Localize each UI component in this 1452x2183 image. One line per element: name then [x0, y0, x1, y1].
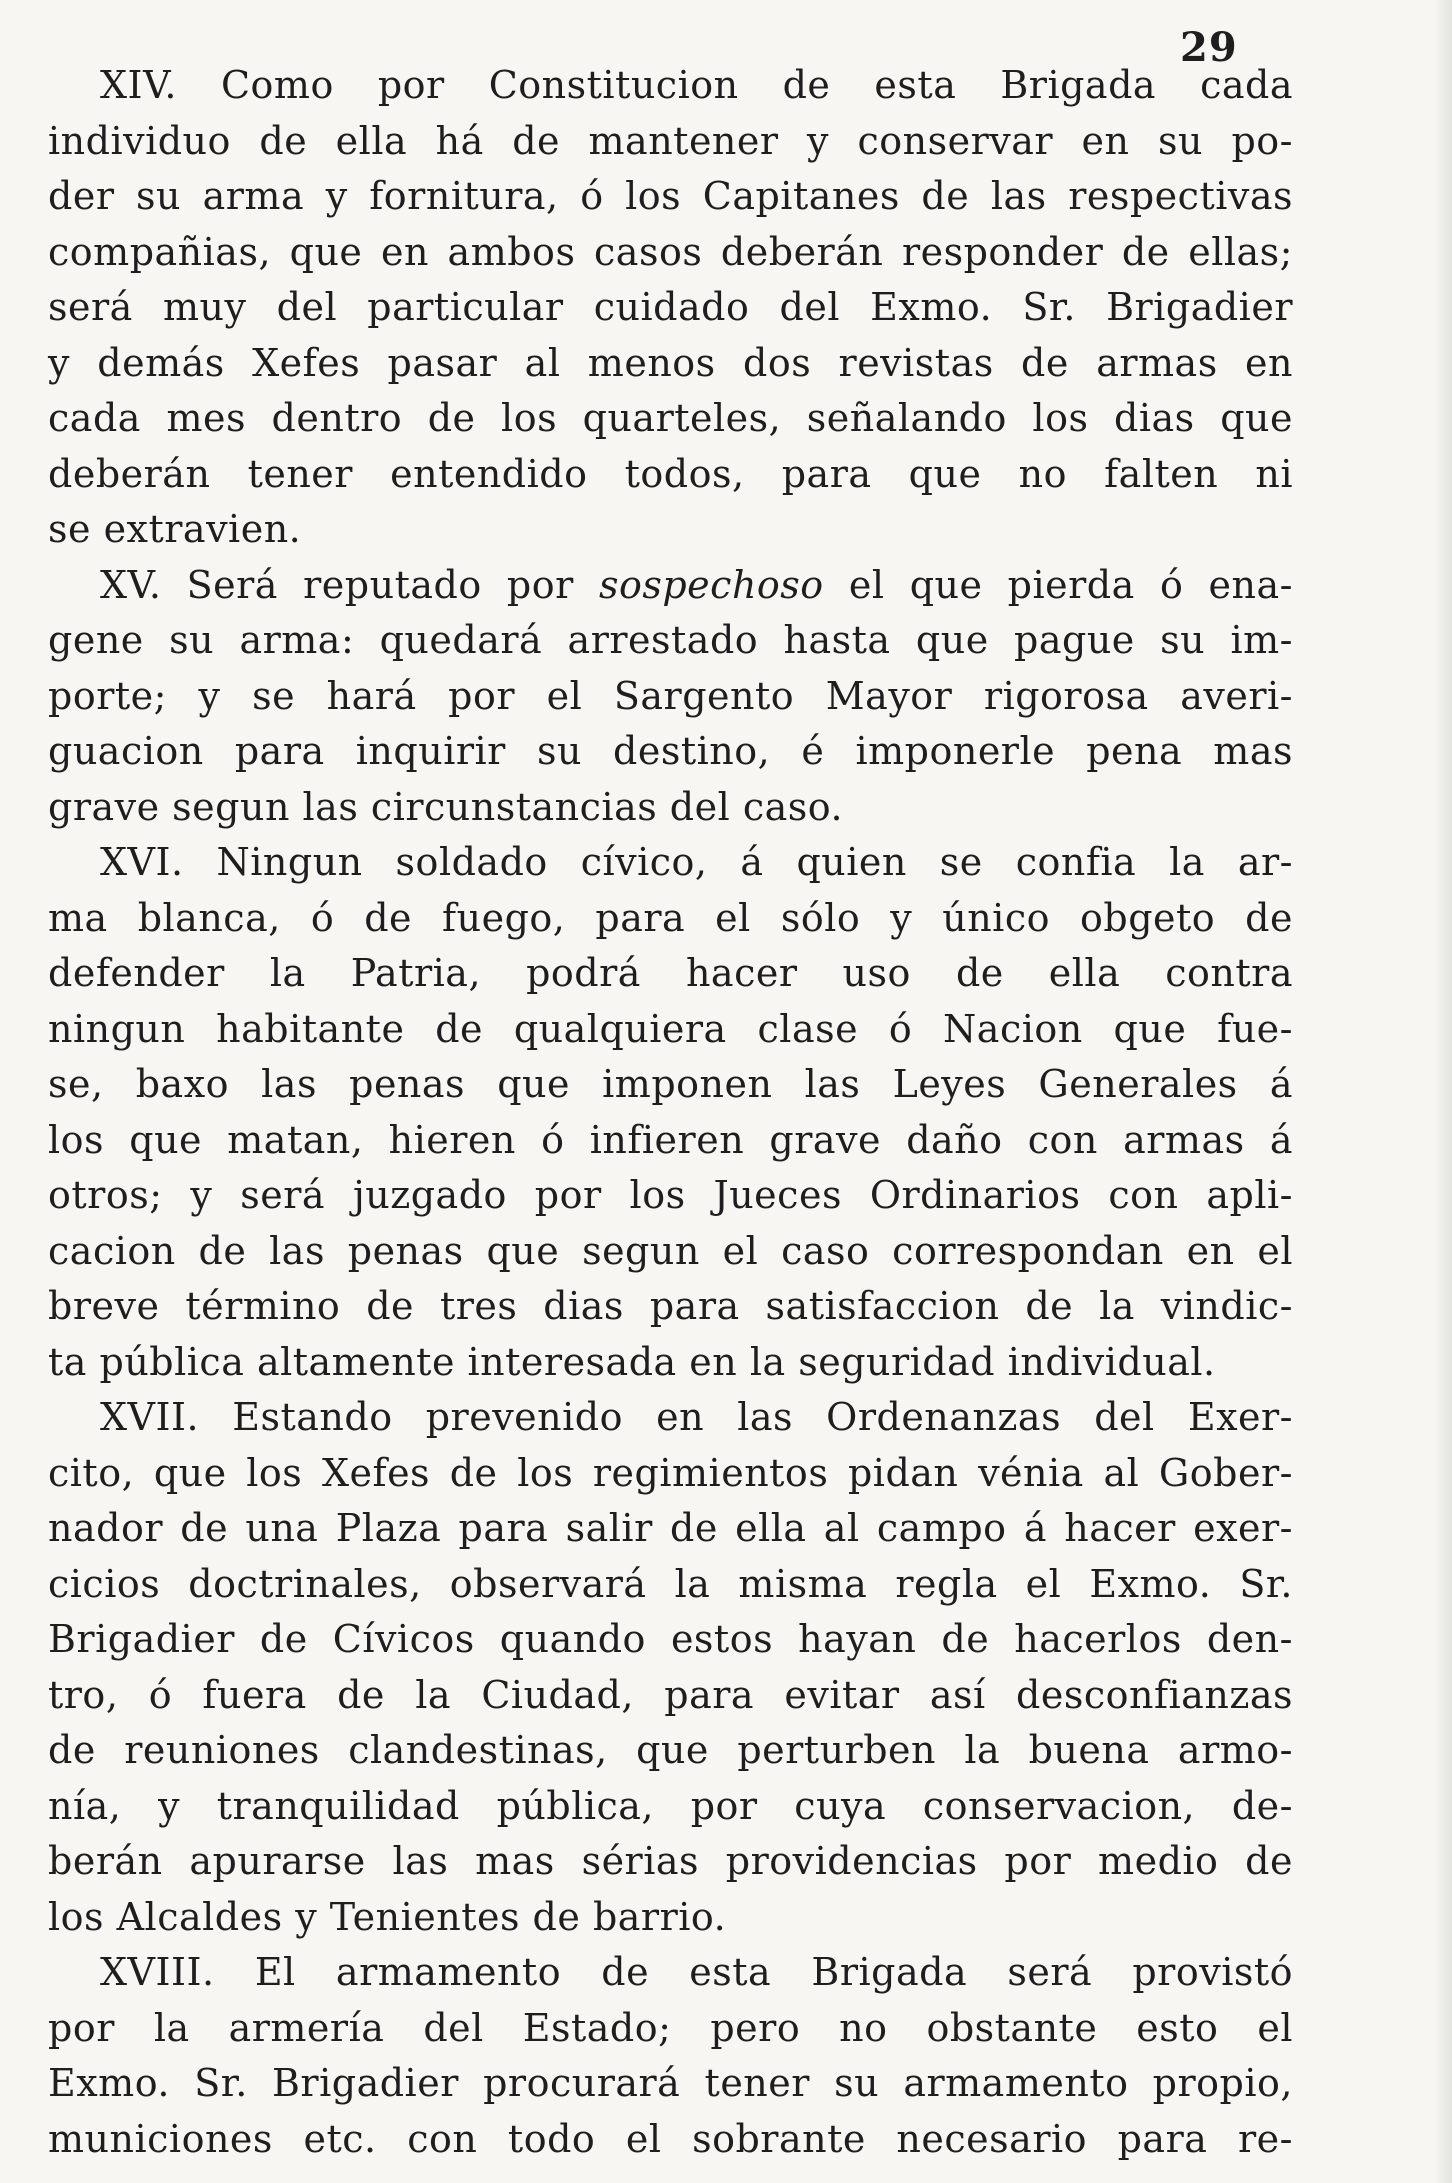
text-line: der su arma y fornitura, ó los Capitanes de las respectivas: [48, 174, 1293, 218]
text-line: se, baxo las penas que imponen las Leyes Generales á: [48, 1062, 1293, 1106]
text-line: y demás Xefes pasar al menos dos revistas de armas en: [48, 340, 1293, 385]
text-line: defender la Patria, podrá hacer uso de ella contra: [48, 951, 1293, 995]
text-line: individuo de ella há de mantener y conservar en su po-: [48, 118, 1293, 163]
text-line: XVII. Estando prevenido en las Ordenanzas del Exer-: [100, 1395, 1293, 1439]
text-line: se extravien.: [48, 507, 302, 551]
text-line: nía, y tranquilidad pública, por cuya conservacion, de-: [48, 1783, 1293, 1828]
text-line: nador de una Plaza para salir de ella al campo á hacer exer-: [48, 1506, 1293, 1550]
text-line: cito, que los Xefes de los regimientos pidan vénia al Gober-: [48, 1450, 1293, 1495]
text-line: de reuniones clandestinas, que perturben la buena armo-: [48, 1728, 1293, 1772]
text-line: tro, ó fuera de la Ciudad, para evitar así desconfianzas: [48, 1672, 1293, 1717]
text-line: los que matan, hieren ó infieren grave daño con armas á: [48, 1117, 1293, 1162]
text-line: ma blanca, ó de fuego, para el sólo y único obgeto de: [48, 895, 1293, 940]
text-line: porte; y se hará por el Sargento Mayor rigorosa averi-: [48, 673, 1293, 718]
text-line: grave segun las circunstancias del caso.: [48, 784, 844, 829]
body-text: [48, 58, 1293, 2167]
text-line: cicios doctrinales, observará la misma regla el Exmo. Sr.: [48, 1561, 1293, 1606]
text-line: XVIII. El armamento de esta Brigada será provistó: [100, 1950, 1293, 1994]
text-line: por la armería del Estado; pero no obstante esto el: [48, 2005, 1293, 2050]
page-edge-shadow: [1434, 0, 1452, 2183]
italic-word: sospechoso: [598, 562, 824, 607]
text-line: cacion de las penas que segun el caso correspondan en el: [48, 1228, 1293, 1273]
text-line: ta pública altamente interesada en la seguridad individual.: [48, 1339, 1216, 1384]
text-line: deberán tener entendido todos, para que no falten ni: [48, 451, 1293, 496]
text-line: municiones etc. con todo el sobrante necesario para re-: [48, 2116, 1293, 2161]
text-line: Exmo. Sr. Brigadier procurará tener su armamento propio,: [48, 2061, 1293, 2105]
page-number: 29: [1180, 24, 1238, 71]
text-line: breve término de tres dias para satisfaccion de la vindic-: [48, 1284, 1293, 1328]
text-line: compañias, que en ambos casos deberán responder de ellas;: [48, 229, 1293, 274]
text-line: ningun habitante de qualquiera clase ó Nacion que fue-: [48, 1006, 1293, 1051]
text-line: XVI. Ningun soldado cívico, á quien se confia la ar-: [100, 840, 1293, 884]
text-line: berán apurarse las mas sérias providencias por medio de: [48, 1839, 1293, 1883]
text-line: XIV. Como por Constitucion de esta Brigada cada: [100, 63, 1293, 107]
text-line: otros; y será juzgado por los Jueces Ordinarios con apli-: [48, 1173, 1293, 1217]
text-line: los Alcaldes y Tenientes de barrio.: [48, 1894, 727, 1939]
text-line: guacion para inquirir su destino, é imponerle pena mas: [48, 729, 1293, 773]
text-line: será muy del particular cuidado del Exmo. Sr. Brigadier: [48, 285, 1293, 329]
text-line: gene su arma: quedará arrestado hasta que pague su im-: [48, 618, 1293, 662]
text-line: XV. Será reputado por sospechoso el que pierda ó ena-: [100, 562, 1293, 607]
text-line: cada mes dentro de los quarteles, señalando los dias que: [48, 396, 1293, 440]
text-line: Brigadier de Cívicos quando estos hayan de hacerlos den-: [48, 1617, 1293, 1661]
